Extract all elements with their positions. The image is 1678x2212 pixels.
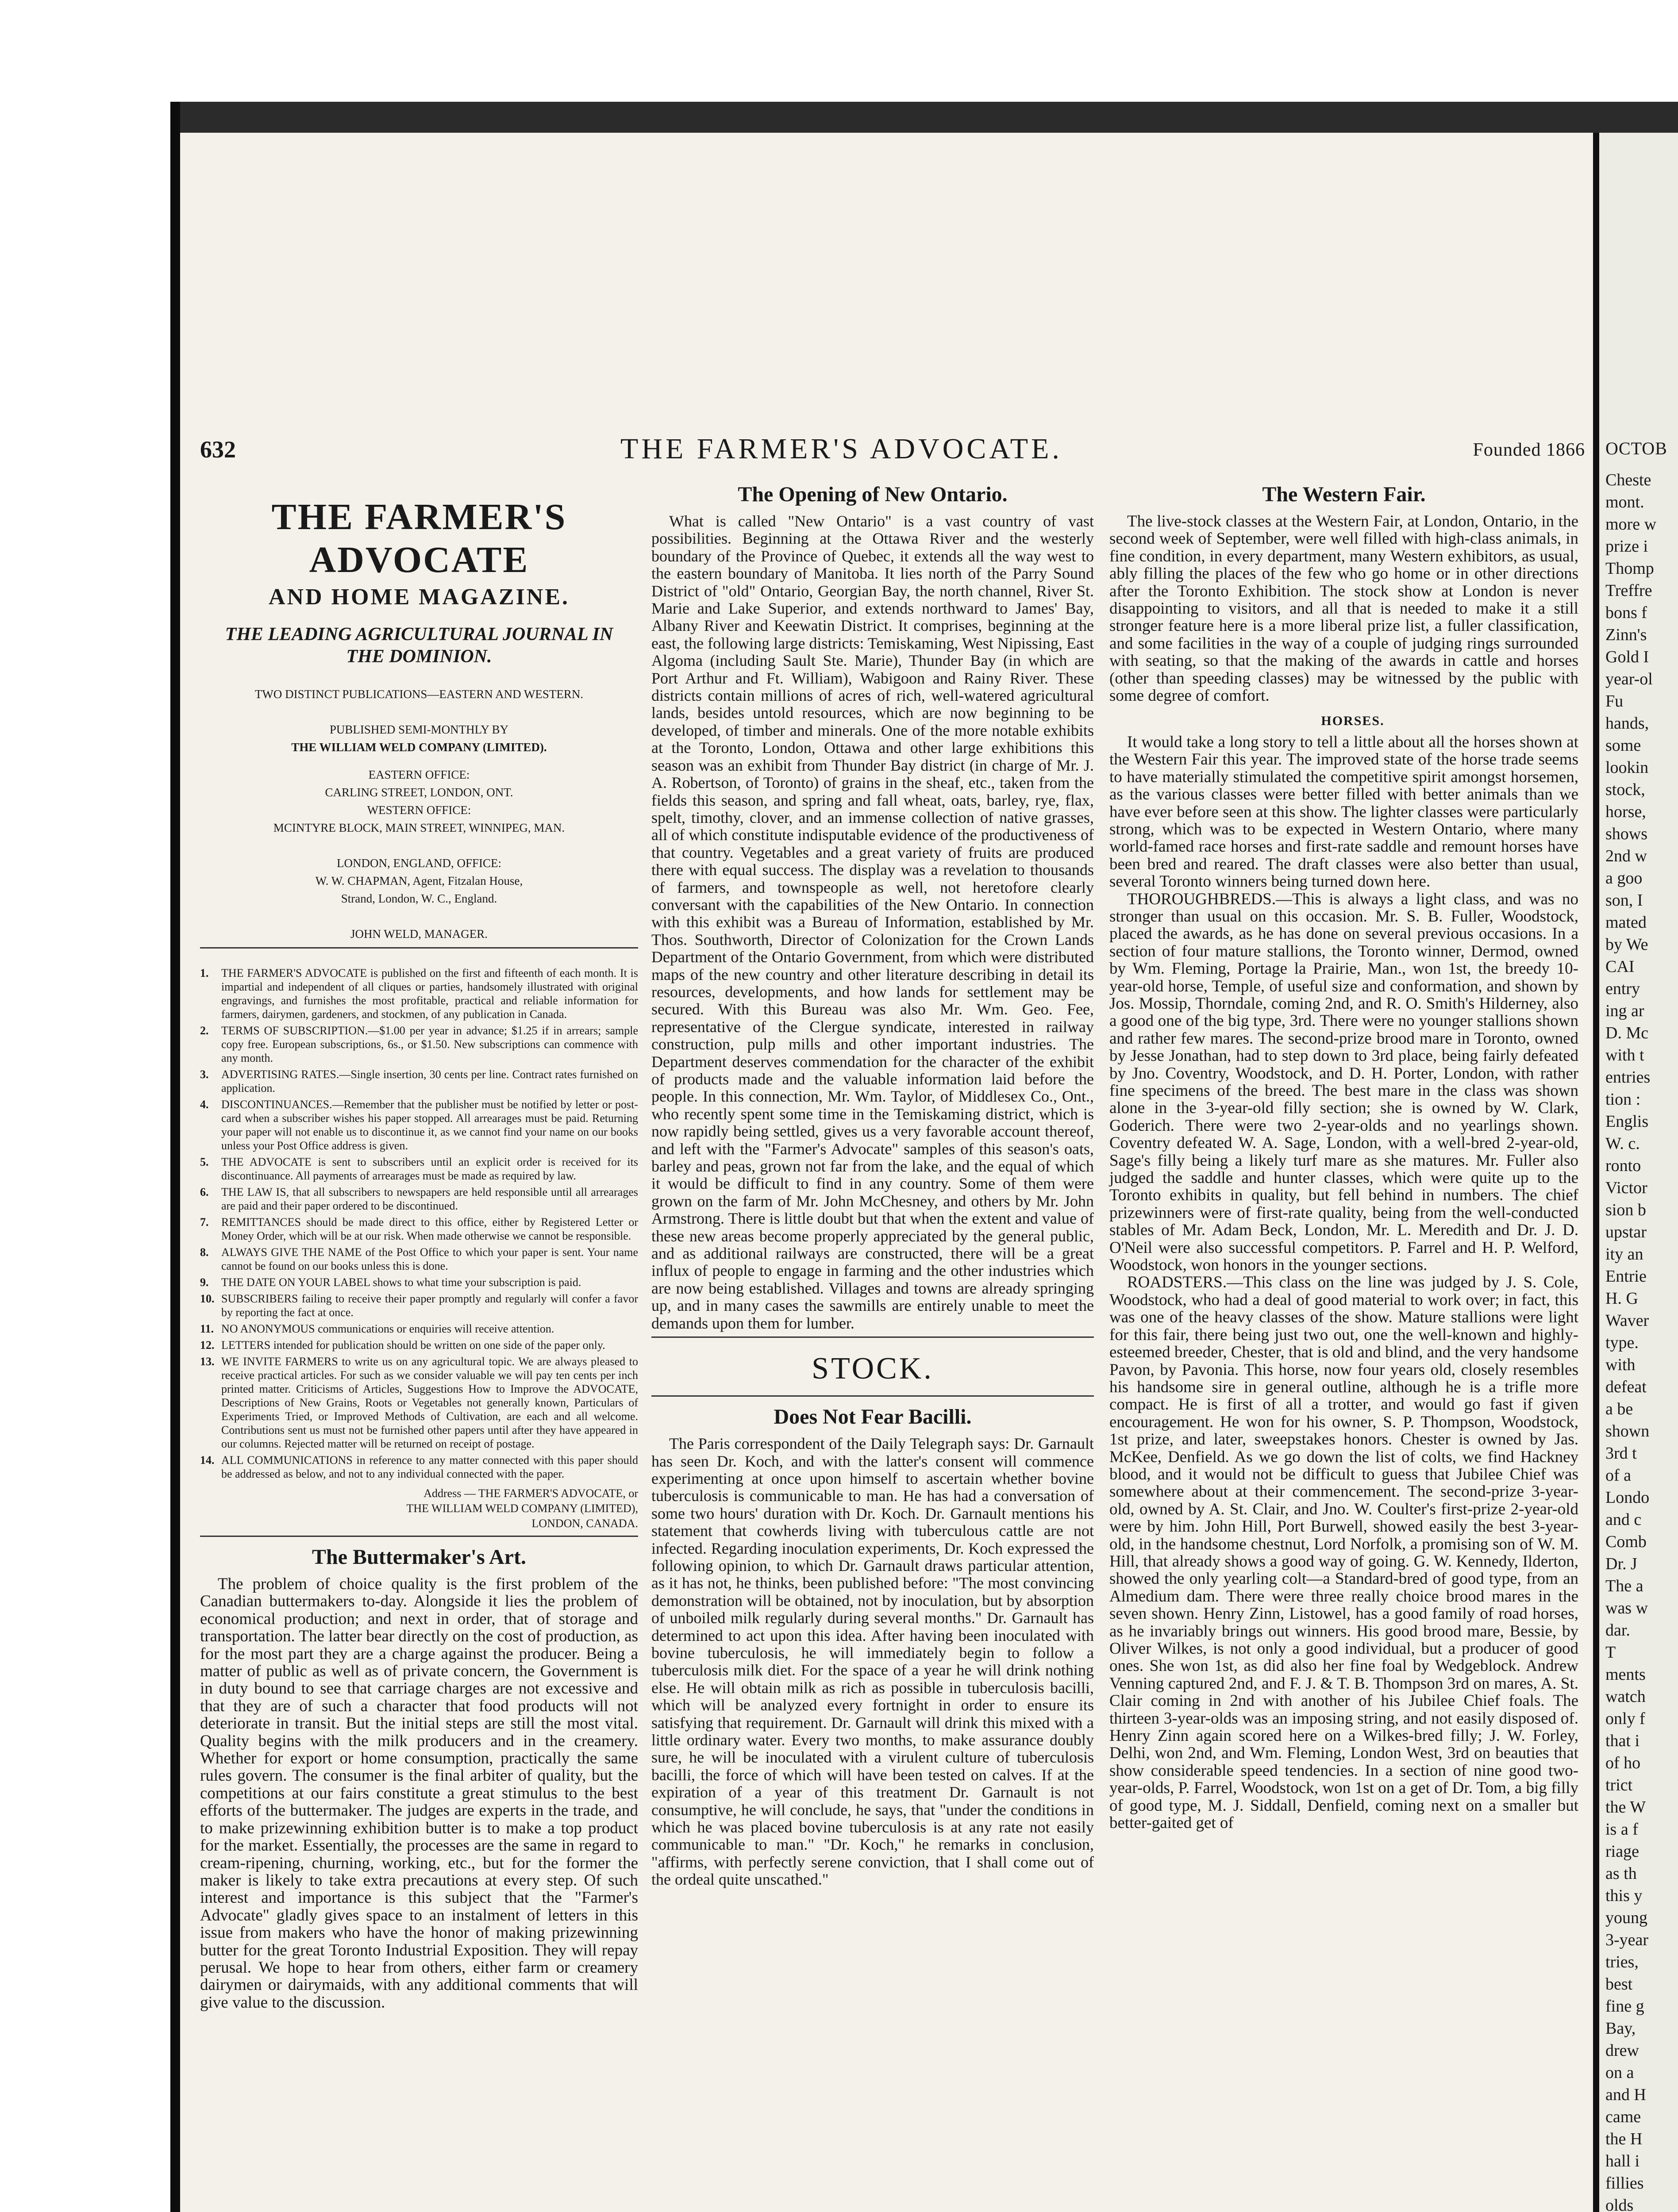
notice-item bbox=[200, 1215, 638, 1243]
adjacent-page-line: horse, bbox=[1605, 803, 1646, 821]
adjacent-page-line: stock, bbox=[1605, 780, 1645, 799]
publisher-notices bbox=[200, 966, 638, 1481]
column-left bbox=[200, 487, 638, 2011]
founded-line: Founded 1866 bbox=[1473, 440, 1585, 460]
notice-number: 14. bbox=[200, 1454, 215, 1467]
adjacent-page-line: Gold I bbox=[1605, 648, 1649, 666]
adjacent-page-line: ments bbox=[1605, 1665, 1646, 1684]
adjacent-page-line: fine g bbox=[1605, 1997, 1644, 2016]
manager-line: JOHN WELD, MANAGER. bbox=[350, 927, 488, 941]
western-fair-headline: The Western Fair. bbox=[1262, 483, 1426, 506]
adjacent-page-line: some bbox=[1605, 736, 1641, 755]
notice-text: NO ANONYMOUS communications or enquiries will receive attention. bbox=[221, 1322, 554, 1335]
adjacent-page-line: shown bbox=[1605, 1422, 1650, 1440]
adjacent-page-line: the H bbox=[1605, 2130, 1643, 2148]
adjacent-page-line: Dr. J bbox=[1605, 1555, 1637, 1573]
notice-item bbox=[200, 1245, 638, 1273]
adjacent-page-line: T bbox=[1605, 1643, 1616, 1662]
adjacent-page-line: Englis bbox=[1605, 1112, 1649, 1131]
address-block bbox=[200, 1486, 638, 1531]
divider bbox=[651, 1336, 1094, 1338]
eastern-office-address: CARLING STREET, LONDON, ONT. bbox=[325, 786, 513, 799]
notice-item bbox=[200, 966, 638, 1021]
adjacent-page-line: Bay, bbox=[1605, 2019, 1636, 2038]
notice-number: 13. bbox=[200, 1355, 215, 1368]
adjacent-page-line: son, I bbox=[1605, 891, 1643, 910]
horses-subheading: HORSES. bbox=[1321, 714, 1385, 729]
notice-item bbox=[200, 1292, 638, 1319]
adjacent-page-line: watch bbox=[1605, 1687, 1646, 1706]
western-office-address: MCINTYRE BLOCK, MAIN STREET, WINNIPEG, MAN. bbox=[273, 821, 565, 834]
scan-border-left bbox=[0, 133, 170, 2212]
adjacent-page-line: ity an bbox=[1605, 1245, 1643, 1263]
adjacent-page-line: prize i bbox=[1605, 537, 1648, 556]
adjacent-page-line: only f bbox=[1605, 1709, 1645, 1728]
adjacent-page-line: Victor bbox=[1605, 1179, 1647, 1197]
buttermaker-headline: The Buttermaker's Art. bbox=[312, 1545, 526, 1569]
notice-number: 11. bbox=[200, 1322, 214, 1335]
adjacent-page-line: best bbox=[1605, 1975, 1633, 1993]
paragraph: It would take a long story to tell a little about all the horses shown at the Western Fair this year. The improved state of the horse trade seems to have materially stimulated the competitive spirit amongst horsemen, as the various classes were better filled with better animals than we have ever before seen at this show. The lighter classes were particularly strong, which was to be expected in Western Ontario, where many world-famed race horses and first-rate saddle and remount horses have been bred and reared. The draft classes were also better than usual, several Toronto winners being turned down here. bbox=[1109, 733, 1578, 891]
notice-text: DISCONTINUANCES.—Remember that the publisher must be notified by letter or post-card when a subscriber wishes his paper stopped. All arrearages must be paid. Returning your paper will not enable us to discontinue it, as we cannot find your name on our books unless your Post Office address is given. bbox=[221, 1098, 638, 1152]
column-right bbox=[1109, 483, 1578, 1832]
western-fair-body bbox=[1109, 513, 1578, 1832]
adjacent-page-line: ronto bbox=[1605, 1156, 1641, 1175]
adjacent-page-line: Treffre bbox=[1605, 581, 1652, 600]
adjacent-page-line: tion : bbox=[1605, 1090, 1641, 1109]
paragraph: The Paris correspondent of the Daily Telegraph says: Dr. Garnault has seen Dr. Koch, and with the latter's consent will commence experimenting at once upon himself to ascertain whether bovine tuberculosis is communicable to man. He has had a conversation of some two hours' duration with Dr. Koch. Dr. Garnault mentions his statement that cowherds living with tuberculous cattle are not infected. Regarding inoculation experiments, Dr. Koch expressed the following opinion, to which Dr. Garnault draws particular attention, as it has not, he thinks, been published before: "The most convincing demonstration will be obtained, not by inoculation, but by absorption of unboiled milk regularly during several months." Dr. Garnault has determined to act upon this idea. After having been inoculated with bovine tuberculosis, he will immediately begin to follow a tuberculosis milk diet. For the space of a year he will drink nothing else. He will obtain milk as rich as possible in tuberculosis bacilli, which will be analyzed every fortnight in order to ensure its satisfying that requirement. Dr. Garnault will drink this mixed with a little ordinary water. Every two months, to make assurance doubly sure, he will be inoculated with a virulent culture of tuberculosis bacilli, the force of which will have been tested on calves. If at the expiration of a year of this treatment Dr. Garnault is not consumptive, he will conclude, he says, that "under the conditions in which he was placed bovine tuberculosis is at any rate not easily communicable to man." "Dr. Koch," he remarks in conclusion, "affirms, with perfectly serene conviction, that I shall come out of the ordeal quite unscathed." bbox=[651, 1435, 1094, 1889]
notice-number: 4. bbox=[200, 1098, 209, 1111]
paragraph: The problem of choice quality is the first problem of the Canadian buttermakers to-day. Alongside it lies the problem of economical production; and next in order, that of storage and transportation. The latter bear directly on the cost of production, as for the most part they are a charge against the producer. Being a matter of public as well as of private concern, the Government is in duty bound to see that carriage charges are not excessive and that they are of such a character that food products will not deteriorate in transit. But the initial steps are still the most vital. Quality begins with the milk producers and in the creamery. Whether for export or home consumption, practically the same rules govern. The consumer is the final arbiter of quality, but the competitions at our fairs constitute a great stimulus to the best efforts of the buttermaker. The judges are experts in the trade, and to make prizewinning exhibition butter is to make a top product for the market. Essentially, the processes are the same in regard to cream-ripening, churning, working, etc., but for the former the maker is likely to take extra precautions at every step. Of such interest and importance is this subject that the "Farmer's Advocate" gladly gives space to an instalment of letters in this issue from makers who have the honor of making prizewinning butter for the great Toronto Industrial Exposition. They will repay perusal. We hope to hear from others, either farm or creamery dairymen or dairymaids, with any additional comments that will give value to the discussion. bbox=[200, 1575, 638, 2012]
adjacent-page-line: The a bbox=[1605, 1577, 1643, 1595]
masthead-tagline: THE LEADING AGRICULTURAL JOURNAL IN THE DOMINION. bbox=[225, 624, 613, 667]
adjacent-page-line: CAI bbox=[1605, 957, 1635, 976]
notice-text: TERMS OF SUBSCRIPTION.—$1.00 per year in advance; $1.25 if in arrears; sample copy free. European subscriptions, 6s., or $1.50. New subscriptions can commence with any month. bbox=[221, 1024, 638, 1064]
adjacent-page-line: 3-year bbox=[1605, 1931, 1649, 1949]
address-line-1: Address — THE FARMER'S ADVOCATE, or bbox=[423, 1487, 638, 1500]
adjacent-page-text bbox=[1605, 469, 1678, 2212]
notice-item bbox=[200, 1275, 638, 1289]
adjacent-page-line: type. bbox=[1605, 1333, 1639, 1352]
notice-text: THE DATE ON YOUR LABEL shows to what time your subscription is paid. bbox=[221, 1276, 581, 1289]
notice-text: ALL COMMUNICATIONS in reference to any matter connected with this paper should be addressed as below, and not to any individual connected with the paper. bbox=[221, 1454, 638, 1480]
column-middle bbox=[651, 483, 1094, 1889]
adjacent-page-line: hands, bbox=[1605, 714, 1649, 733]
adjacent-page-line: drew bbox=[1605, 2041, 1639, 2060]
adjacent-page-line: by We bbox=[1605, 935, 1648, 954]
adjacent-page-line: defeat bbox=[1605, 1378, 1647, 1396]
masthead-title: THE FARMER'S ADVOCATE bbox=[271, 496, 567, 580]
adjacent-page-line: young bbox=[1605, 1909, 1647, 1927]
paragraph: THOROUGHBREDS.—This is always a light class, and was no stronger than usual on this occasion. Mr. S. B. Fuller, Woodstock, placed the awards, as he has done on several previous occasions. In a section of four mature stallions, the Toronto winner, Dermod, owned by Wm. Fleming, Portage la Prairie, Man., won 1st, the breedy 10-year-old horse, Temple, of useful size and conformation, and shown by Jos. Mossip, Thorndale, coming 2nd, and R. O. Smith's Hilderney, also a good one of the big type, 3rd. There were no younger stallions shown and rather few mares. The second-prize brood mare in Toronto, owned by Jesse Jonathan, had to step down to 3rd place, being fairly defeated by Jno. Coventry, Woodstock, and D. H. Porter, London, with rather fine specimens of the breed. The best mare in the class was shown alone in the 3-year-old filly section; she is owned by W. Clark, Goderich. There were two 2-year-olds and no yearlings shown. Coventry defeated W. A. Sage, London, with a well-bred 2-year-old, Sage's filly being a likely turf mare as she matures. Mr. Fuller also judged the saddle and hunter classes, which were quite up to the Toronto exhibits in quality, but fell behind in numbers. The chief prizewinners were of first-rate quality, being from the well-conducted stables of Mr. Adam Beck, London, Mr. L. Meredith and Dr. J. D. O'Neil were also successful competitors. P. Farrel and H. P. Welford, Woodstock, won honors in the younger sections. bbox=[1109, 890, 1578, 1275]
address-line-2: THE WILLIAM WELD COMPANY (LIMITED), bbox=[406, 1502, 638, 1515]
notice-number: 7. bbox=[200, 1216, 209, 1229]
new-ontario-body bbox=[651, 513, 1094, 1332]
newspaper-page bbox=[180, 133, 1596, 2212]
buttermaker-body bbox=[200, 1575, 638, 2011]
adjacent-page-line: year-ol bbox=[1605, 670, 1653, 688]
adjacent-page-line: Thomp bbox=[1605, 559, 1654, 578]
adjacent-page-line: as th bbox=[1605, 1864, 1637, 1883]
notice-number: 8. bbox=[200, 1246, 209, 1259]
adjacent-page-line: riage bbox=[1605, 1842, 1639, 1861]
divider bbox=[200, 947, 638, 949]
adjacent-page-line: tries, bbox=[1605, 1953, 1639, 1971]
london-office-line-2: Strand, London, W. C., England. bbox=[341, 892, 497, 905]
notice-number: 6. bbox=[200, 1186, 209, 1198]
notice-item bbox=[200, 1185, 638, 1213]
adjacent-page-line: H. G bbox=[1605, 1289, 1638, 1308]
adjacent-page-line: W. c. bbox=[1605, 1134, 1640, 1153]
adjacent-page-line: ing ar bbox=[1605, 1002, 1644, 1020]
divider bbox=[200, 1536, 638, 1537]
notice-number: 1. bbox=[200, 967, 209, 979]
section-heading-stock: STOCK. bbox=[812, 1352, 934, 1386]
scan-shadow bbox=[180, 102, 1678, 133]
western-office-label: WESTERN OFFICE: bbox=[367, 803, 471, 817]
adjacent-page-line: mated bbox=[1605, 913, 1647, 932]
new-ontario-headline: The Opening of New Ontario. bbox=[738, 483, 1008, 506]
adjacent-page-line: D. Mc bbox=[1605, 1024, 1649, 1042]
notice-item bbox=[200, 1155, 638, 1183]
notice-text: WE INVITE FARMERS to write us on any agricultural topic. We are always pleased to receive practical articles. For such as we consider valuable we will pay ten cents per inch printed matter. Criticisms of Articles, Suggestions How to Improve the ADVOCATE, Descriptions of New Grains, Roots or Vegetables not generally known, Particulars of Experiments Tried, or Improved Methods of Cultivation, are each and all welcome. Contributions sent us must not be furnished other papers until after they have appeared in our columns. Rejected matter will be returned on receipt of postage. bbox=[221, 1355, 638, 1450]
adjacent-page-line: was w bbox=[1605, 1599, 1648, 1617]
notice-text: ADVERTISING RATES.—Single insertion, 30 cents per line. Contract rates furnished on application. bbox=[221, 1068, 638, 1094]
notice-number: 9. bbox=[200, 1276, 209, 1289]
adjacent-page-line: bons f bbox=[1605, 603, 1647, 622]
adjacent-page-line: Comb bbox=[1605, 1532, 1647, 1551]
publisher-name: THE WILLIAM WELD COMPANY (LIMITED). bbox=[291, 741, 547, 754]
notice-number: 12. bbox=[200, 1339, 215, 1352]
notice-text: THE LAW IS, that all subscribers to newspapers are held responsible until all arrearages are paid and their paper ordered to be discontinued. bbox=[221, 1186, 638, 1212]
page-title: THE FARMER'S ADVOCATE. bbox=[620, 433, 1062, 465]
published-line: PUBLISHED SEMI-MONTHLY BY bbox=[329, 723, 509, 736]
adjacent-page-line: with bbox=[1605, 1356, 1636, 1374]
adjacent-page-line: and H bbox=[1605, 2085, 1646, 2104]
adjacent-page-line: with t bbox=[1605, 1046, 1644, 1064]
masthead-subtitle: AND HOME MAGAZINE. bbox=[268, 584, 570, 610]
adjacent-page-line: Fu bbox=[1605, 692, 1624, 710]
adjacent-page-line: trict bbox=[1605, 1776, 1633, 1794]
notice-item bbox=[200, 1098, 638, 1152]
adjacent-page-header: OCTOB bbox=[1605, 438, 1667, 458]
adjacent-page-line: Londo bbox=[1605, 1488, 1650, 1507]
adjacent-page-line: a goo bbox=[1605, 869, 1643, 887]
notice-item bbox=[200, 1322, 638, 1336]
adjacent-page-line: and c bbox=[1605, 1510, 1642, 1529]
notice-item bbox=[200, 1024, 638, 1065]
adjacent-page-line: more w bbox=[1605, 515, 1657, 534]
adjacent-page-line: Entrie bbox=[1605, 1267, 1647, 1286]
adjacent-page-line: upstar bbox=[1605, 1223, 1647, 1241]
adjacent-page-line: that i bbox=[1605, 1732, 1640, 1750]
paragraph: What is called "New Ontario" is a vast country of vast possibilities. Beginning at the Ottawa River and the westerly boundary of the Province of Quebec, it extends all the way west to the eastern boundary of Manitoba. It lies north of the Parry Sound District of "old" Ontario, Georgian Bay, the north channel, River St. Marie and Lake Superior, and extends northward to James' Bay, Albany River and Keewatin District. It comprises, beginning at the east, the following large districts: Temiskaming, West Nipissing, East Algoma (including Sault Ste. Marie), Thunder Bay (in which are Port Arthur and Ft. William), Wabigoon and Rainy River. These districts contain millions of acres of rich, well-watered agricultural lands, besides untold resources, which are now beginning to be developed, of timber and minerals. One of the more notable exhibits at the Toronto, London, Ottawa and other large exhibitions this season was an exhibit from Thunder Bay district (in charge of Mr. J. A. Robertson, of Toronto) of grains in the sheaf, etc., taken from the fields this season, and spring and fall wheat, oats, barley, rye, flax, spelt, timothy, clover, and an immense collection of native grasses, all of which constitute indisputable evidence of the productiveness of that country. Vegetables and a great variety of fruits are produced there with equal success. The display was a revelation to thousands of farmers, and townspeople as well, not heretofore clearly conversant with the capabilities of the New Ontario. In connection with this exhibit was a Bureau of Information, established by Mr. Thos. Southworth, Director of Colonization for the Crown Lands Department of the Ontario Government, from which were distributed maps of the new country and other literature describing in detail its resources, developments, and how lands for settlement may be secured. With this Bureau was also Mr. Wm. Geo. Fee, representative of the Clergue syndicate, interested in railway construction, pulp mills and other important industries. The Department deserves commendation for the character of the exhibit of products made and the valuable information laid before the people. In this connection, Mr. Wm. Taylor, of Middlesex Co., Ont., who recently spent some time in the Temiskaming district, which is now rapidly being settled, gives us a very favorable account thereof, and left with the "Farmer's Advocate" samples of this season's oats, barley and peas, grown not far from the lake, and the equal of which it would be difficult to find in any country. Some of them were grown on the farm of Mr. John McChesney, and others by Mr. John Armstrong. There is little doubt but that when the extent and value of these new areas become properly appreciated by the general public, and as additional railways are constructed, there will be a great influx of people to engage in farming and the other industries which are now being established. Villages and towns are already springing up, and in many cases the sawmills are entirely unable to meet the demands upon them for lumber. bbox=[651, 512, 1094, 1332]
notice-number: 3. bbox=[200, 1068, 209, 1081]
notice-item bbox=[200, 1068, 638, 1095]
notice-text: LETTERS intended for publication should be written on one side of the paper only. bbox=[221, 1339, 605, 1352]
notice-item bbox=[200, 1338, 638, 1352]
adjacent-page-line: is a f bbox=[1605, 1820, 1638, 1839]
adjacent-page-line: entries bbox=[1605, 1068, 1651, 1087]
notice-item bbox=[200, 1453, 638, 1481]
adjacent-page-line: lookin bbox=[1605, 758, 1649, 777]
adjacent-page-line: hall i bbox=[1605, 2152, 1640, 2170]
notice-text: THE FARMER'S ADVOCATE is published on the first and fifteenth of each month. It is impartial and independent of all cliques or parties, handsomely illustrated with original engravings, and furnishes the most profitable, practical and reliable information for farmers, dairymen, gardeners, and stockmen, of any publication in Canada. bbox=[221, 967, 638, 1021]
publications-line: TWO DISTINCT PUBLICATIONS—EASTERN AND WESTERN. bbox=[254, 687, 584, 701]
page-header bbox=[200, 433, 1594, 478]
adjacent-page-line: fillies bbox=[1605, 2174, 1644, 2193]
adjacent-page-line: sion b bbox=[1605, 1201, 1646, 1219]
adjacent-page-line: on a bbox=[1605, 2063, 1634, 2082]
page-number: 632 bbox=[200, 436, 236, 463]
notice-number: 2. bbox=[200, 1024, 209, 1037]
eastern-office-label: EASTERN OFFICE: bbox=[368, 768, 470, 781]
adjacent-page-line: mont. bbox=[1605, 493, 1644, 511]
adjacent-page-line: Waver bbox=[1605, 1311, 1649, 1330]
notice-text: SUBSCRIBERS failing to receive their paper promptly and regularly will confer a favor by reporting the fact at once. bbox=[221, 1292, 638, 1319]
notice-text: REMITTANCES should be made direct to this office, either by Registered Letter or Money Order, which will be at our risk. When made otherwise we cannot be responsible. bbox=[221, 1216, 638, 1242]
adjacent-page-line: 2nd w bbox=[1605, 847, 1647, 865]
adjacent-page-line: entry bbox=[1605, 979, 1640, 998]
adjacent-page-line: came bbox=[1605, 2108, 1641, 2126]
paragraph: ROADSTERS.—This class on the line was judged by J. S. Cole, Woodstock, who had a deal of good material to work over; in fact, this was one of the heavy classes of the show. Mature stallions were light for this fair, there being just two out, one the well-known and highly-esteemed breeder, Chester, that is old and blind, and the very handsome Pavon, by Pavonia. This horse, now four years old, closely resembles his handsome sire in general outline, although he is a trifle more compact. He is first of all a trotter, and would go fast if given encouragement. He won for his owner, S. P. Thompson, Woodstock, 1st prize, and later, sweepstakes honors. Chester is owned by Jas. McKee, Denfield. As we go down the list of colts, we find Hackney blood, and it would not be difficult to guess that Jubilee Chief was somewhere about at their commencement. The second-prize 3-year-old, owned by A. St. Clair, and Jno. W. Coulter's first-prize 2-year-old were by him. John Hill, Port Burwell, showed easily the best 3-year-old, in the handsome chestnut, Lord Norfolk, a promising son of W. M. Hill, that already shows a good way of going. G. W. Kennedy, Ilderton, showed the only yearling colt—a Standard-bred of good type, from an Almedium dam. There were three really choice brood mares in the seven shown. Henry Zinn, Listowel, has a good family of road horses, as he invariably brings out winners. His good brood mare, Bessie, by Oliver Wilkes, is not only a good individual, but a producer of good ones. She won 1st, as did also her fine foal by Wedgeblock. Andrew Venning captured 2nd, and F. J. & T. B. Thompson 3rd on mares, A. St. Clair coming in 2nd with another of his Jubilee Chief foals. The thirteen 3-year-olds was an imposing string, and not easily disposed of. Henry Zinn again scored here on a Wilkes-bred filly; J. W. Forley, Delhi, won 2nd, and Wm. Fleming, London West, 3rd on beauties that show considerable speed tendencies. In a section of nine good two-year-olds, P. Farrel, Woodstock, won 1st on a get of Dr. Tom, a big filly of good type, M. J. Siddall, Denfield, coming next on a smaller but better-gaited get of bbox=[1109, 1273, 1578, 1832]
notice-text: THE ADVOCATE is sent to subscribers until an explicit order is received for its discontinuance. All payments of arrearages must be made as required by law. bbox=[221, 1156, 638, 1182]
london-office-line-1: W. W. CHAPMAN, Agent, Fitzalan House, bbox=[315, 874, 523, 887]
notice-item bbox=[200, 1355, 638, 1451]
adjacent-page-line: 3rd t bbox=[1605, 1444, 1637, 1463]
adjacent-page-line: the W bbox=[1605, 1798, 1646, 1816]
bacilli-headline: Does Not Fear Bacilli. bbox=[774, 1405, 972, 1429]
adjacent-page-edge bbox=[1593, 133, 1678, 2212]
notice-text: ALWAYS GIVE THE NAME of the Post Office to which your paper is sent. Your name cannot be found on our books unless this is done. bbox=[221, 1246, 638, 1272]
divider bbox=[651, 1395, 1094, 1397]
adjacent-page-line: shows bbox=[1605, 825, 1648, 843]
adjacent-page-line: of a bbox=[1605, 1466, 1632, 1485]
adjacent-page-line: dar. bbox=[1605, 1621, 1630, 1640]
adjacent-page-line: Zinn's bbox=[1605, 626, 1647, 644]
adjacent-page-line: of ho bbox=[1605, 1754, 1641, 1772]
adjacent-page-line: olds bbox=[1605, 2196, 1634, 2212]
adjacent-page-line: this y bbox=[1605, 1886, 1643, 1905]
notice-number: 10. bbox=[200, 1292, 215, 1305]
adjacent-page-line: a be bbox=[1605, 1400, 1633, 1418]
adjacent-page-line: Cheste bbox=[1605, 471, 1651, 489]
london-office-label: LONDON, ENGLAND, OFFICE: bbox=[337, 856, 501, 870]
paragraph: The live-stock classes at the Western Fair, at London, Ontario, in the second week of September, were well filled with high-class animals, in fine condition, in every department, many Western exhibitors, as usual, ably filling the places of the few who go home or in other directions after the Toronto Exhibition. The stock show at London is never disappointing to visitors, and all that is needed to make it a still stronger feature here is a more liberal prize list, a fuller classification, and some facilities in the way of a couple of judging rings surrounded with seating, so that the making of the awards in cattle and horses (other than speeding classes) may be witnessed by the public with some degree of comfort. bbox=[1109, 512, 1578, 705]
binding-gutter bbox=[170, 102, 180, 2212]
address-line-3: LONDON, CANADA. bbox=[531, 1517, 638, 1530]
notice-number: 5. bbox=[200, 1156, 209, 1168]
bacilli-body bbox=[651, 1435, 1094, 1889]
